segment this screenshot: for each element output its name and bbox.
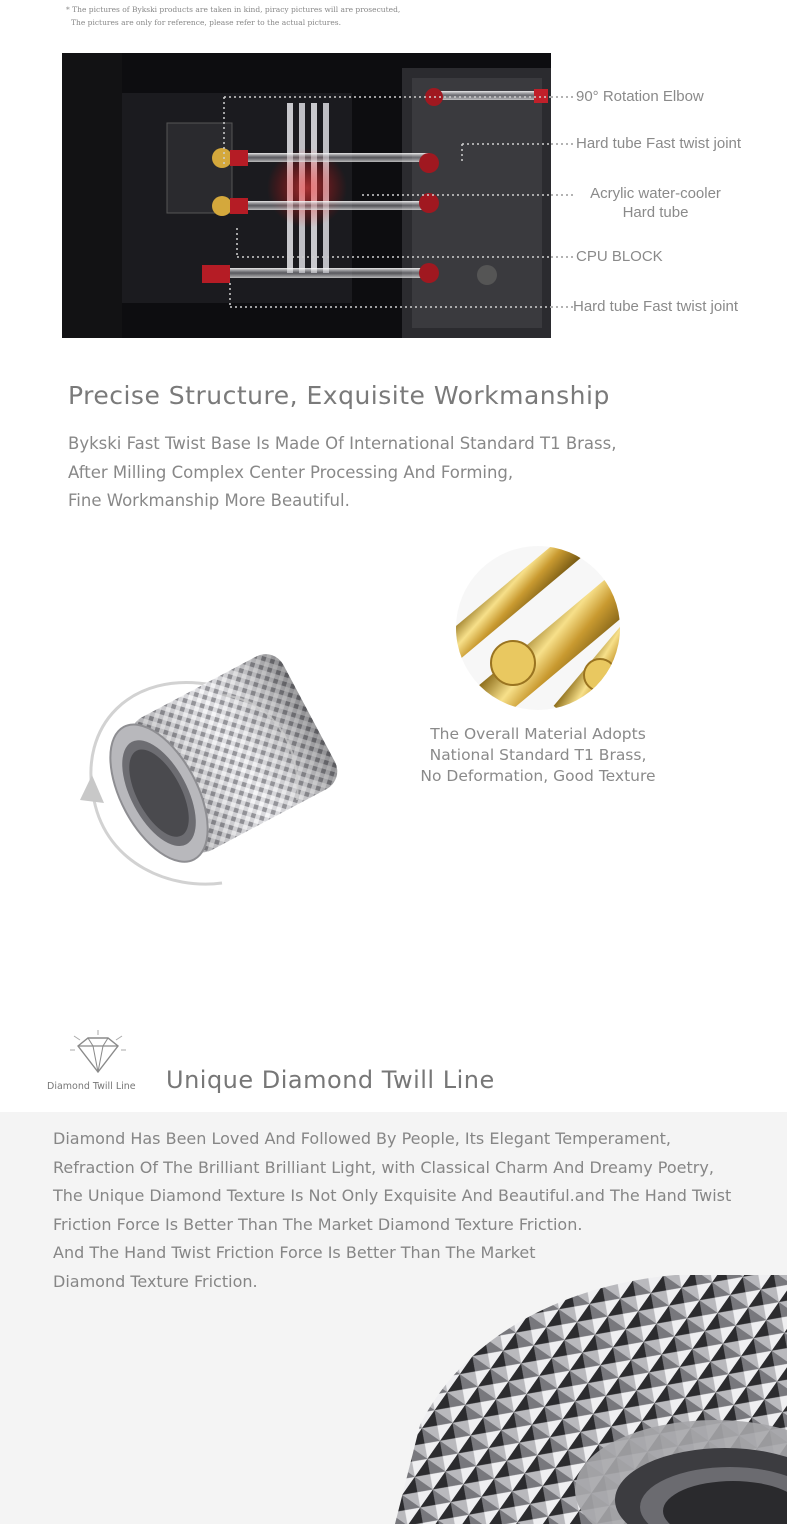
diamond-line-1: Diamond Has Been Loved And Followed By People, Its Elegant Temperament,	[53, 1129, 671, 1148]
structure-line-1: Bykski Fast Twist Base Is Made Of International Standard T1 Brass,	[68, 434, 617, 453]
disclaimer-line-1: * The pictures of Bykski products are taken in kind, piracy pictures will are prosecuted,	[66, 5, 401, 14]
diamond-line-6: Diamond Texture Friction.	[53, 1271, 258, 1291]
callout-acrylic-water-cooler: Acrylic water-cooler	[590, 185, 721, 202]
structure-line-3: Fine Workmanship More Beautiful.	[68, 491, 350, 510]
callout-fast-twist-joint-bottom: Hard tube Fast twist joint	[573, 298, 739, 315]
knurled-fitting-image	[72, 625, 362, 895]
structure-description	[68, 430, 616, 516]
callout-cpu-block: CPU BLOCK	[576, 248, 663, 265]
diamond-description	[53, 1125, 731, 1296]
brass-caption	[398, 724, 678, 787]
diamond-title: Unique Diamond Twill Line	[166, 1066, 495, 1094]
diamond-line-4: Friction Force Is Better Than The Market Diamond Texture Friction.	[53, 1214, 583, 1234]
diamond-line-5: And The Hand Twist Friction Force Is Better Than The Market	[53, 1243, 536, 1262]
callout-fast-twist-joint-top: Hard tube Fast twist joint	[576, 135, 742, 152]
brass-caption-line-3: No Deformation, Good Texture	[420, 767, 656, 785]
brass-caption-line-2: National Standard T1 Brass,	[429, 746, 647, 764]
brass-rods-image	[455, 545, 621, 711]
callout-hard-tube: Hard tube	[622, 204, 689, 221]
disclaimer-line-2: The pictures are only for reference, please refer to the actual pictures.	[71, 18, 341, 27]
knurl-macro-image	[395, 1275, 787, 1524]
callout-rotation-elbow: 90° Rotation Elbow	[576, 88, 704, 105]
diamond-icon	[66, 1030, 130, 1078]
pc-watercooling-photo	[62, 53, 551, 338]
pc-photo-illustration	[62, 53, 551, 338]
diamond-icon-label: Diamond Twill Line	[47, 1081, 136, 1092]
diamond-line-2: Refraction Of The Brilliant Brilliant Light, with Classical Charm And Dreamy Poetry,	[53, 1157, 714, 1177]
diamond-line-3: The Unique Diamond Texture Is Not Only Exquisite And Beautiful.and The Hand Twist	[53, 1186, 732, 1205]
structure-line-2: After Milling Complex Center Processing And Forming,	[68, 462, 514, 482]
structure-title: Precise Structure, Exquisite Workmanship	[68, 381, 610, 410]
brass-caption-line-1: The Overall Material Adopts	[430, 725, 646, 743]
